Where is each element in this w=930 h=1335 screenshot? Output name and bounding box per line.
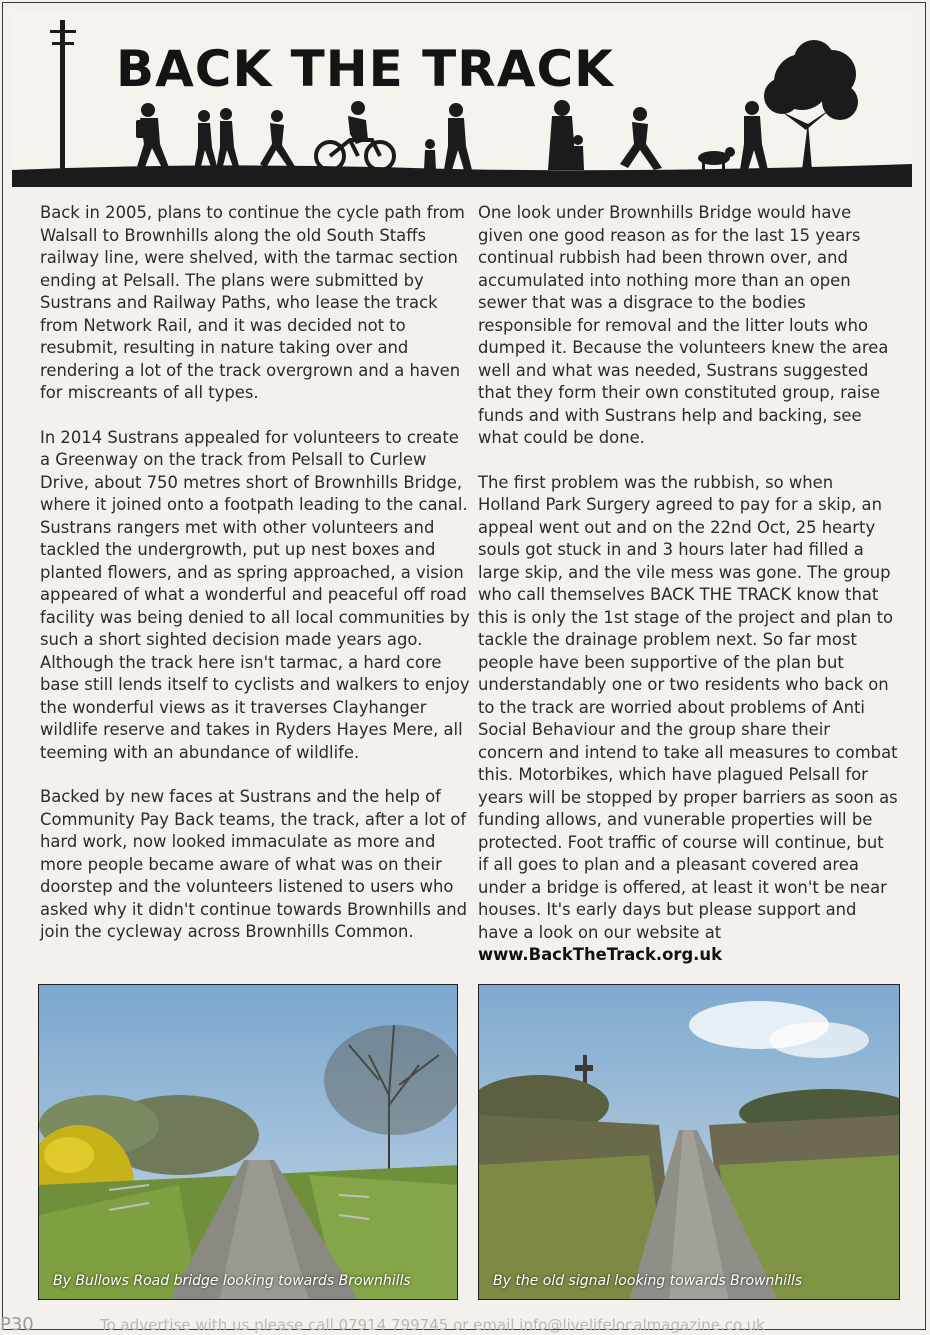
paragraph: In 2014 Sustrans appealed for volunteers to create a Greenway on the track from Pelsall to Curlew Drive, about 750 metres short of Brownhills Bridge, where it joined onto a footpath leading to the canal. Sustrans rangers met with other volunteers and tackled the undergrowth, put up nest boxes and planted flowers, and as spring approached, a vision appeared of what a wonderful and peaceful off road facility was being denied to all local communities by such a short sighted decision made years ago. Although the track here isn't tarmac, a hard core base still lends itself to cyclists and walkers to enjoy the wonderful views as it traverses Clayhanger wildlife reserve and takes in Ryders Hayes Mere, all teeming with an abundance of wildlife. (40, 427, 470, 762)
right-column (478, 202, 898, 967)
photo-track-scene-1 (39, 985, 458, 1300)
article-title: BACK THE TRACK (116, 40, 614, 98)
photo-track-scene-2 (479, 985, 900, 1300)
photo-bullows-road (38, 984, 458, 1300)
paragraph (478, 472, 898, 967)
footer-advert: To advertise with us please call 07914 799745 or email info@livelifelocalmagazine.co.uk (100, 1316, 765, 1334)
photo-caption: By Bullows Road bridge looking towards Brownhills (53, 1273, 411, 1289)
photo-caption: By the old signal looking towards Brownhills (493, 1273, 803, 1289)
page-number: P30 (0, 1314, 34, 1335)
paragraph: Back in 2005, plans to continue the cycle path from Walsall to Brownhills along the old South Staffs railway line, were shelved, with the tarmac section ending at Pelsall. The plans were submitted by Sustrans and Railway Paths, who lease the track from Network Rail, and it was decided not to resubmit, resulting in nature taking over and rendering a lot of the track overgrown and a haven for miscreants of all types. (40, 203, 465, 402)
website-link[interactable]: www.BackTheTrack.org.uk (478, 945, 722, 964)
paragraph-text: The first problem was the rubbish, so when Holland Park Surgery agreed to pay for a skip, an appeal went out and on the 22nd Oct, 25 hearty souls got stuck in and 3 hours later had filled a large skip, and the vile mess was gone. The group who call themselves BACK THE TRACK know that this is only the 1st stage of the project and plan to tackle the drainage problem next. So far most people have been supportive of the plan but understandably one or two residents who back on to the track are worried about problems of Anti Social Behaviour and the group share their concern and intend to take all measures to combat this. Motorbikes, which have plagued Pelsall for years will be stopped by proper barriers as soon as funding allows, and vunerable properties will be protected. Foot traffic of course will continue, but if all goes to plan and a pleasant covered area under a bridge is offered, at least it won't be near houses. It's early days but please support and have a look on our website at (478, 472, 898, 942)
paragraph: Backed by new faces at Sustrans and the help of Community Pay Back teams, the track, after a lot of hard work, now looked immaculate as more and more people became aware of what was on their doorstep and the volunteers listened to users who asked why it didn't continue towards Brownhills and join the cycleway across Brownhills Common. (40, 787, 468, 941)
left-column (40, 202, 470, 966)
banner (12, 12, 912, 187)
banner-silhouettes (12, 12, 912, 184)
paragraph: One look under Brownhills Bridge would have given one good reason as for the last 15 years continual rubbish had been thrown over, and accumulated into nothing more than an open sewer that was a disgrace to the bodies responsible for removal and the litter louts who dumped it. Because the volunteers knew the area well and what was needed, Sustrans suggested that they form their own constituted group, raise funds and with Sustrans help and backing, see what could be done. (478, 203, 889, 447)
photo-old-signal (478, 984, 900, 1300)
